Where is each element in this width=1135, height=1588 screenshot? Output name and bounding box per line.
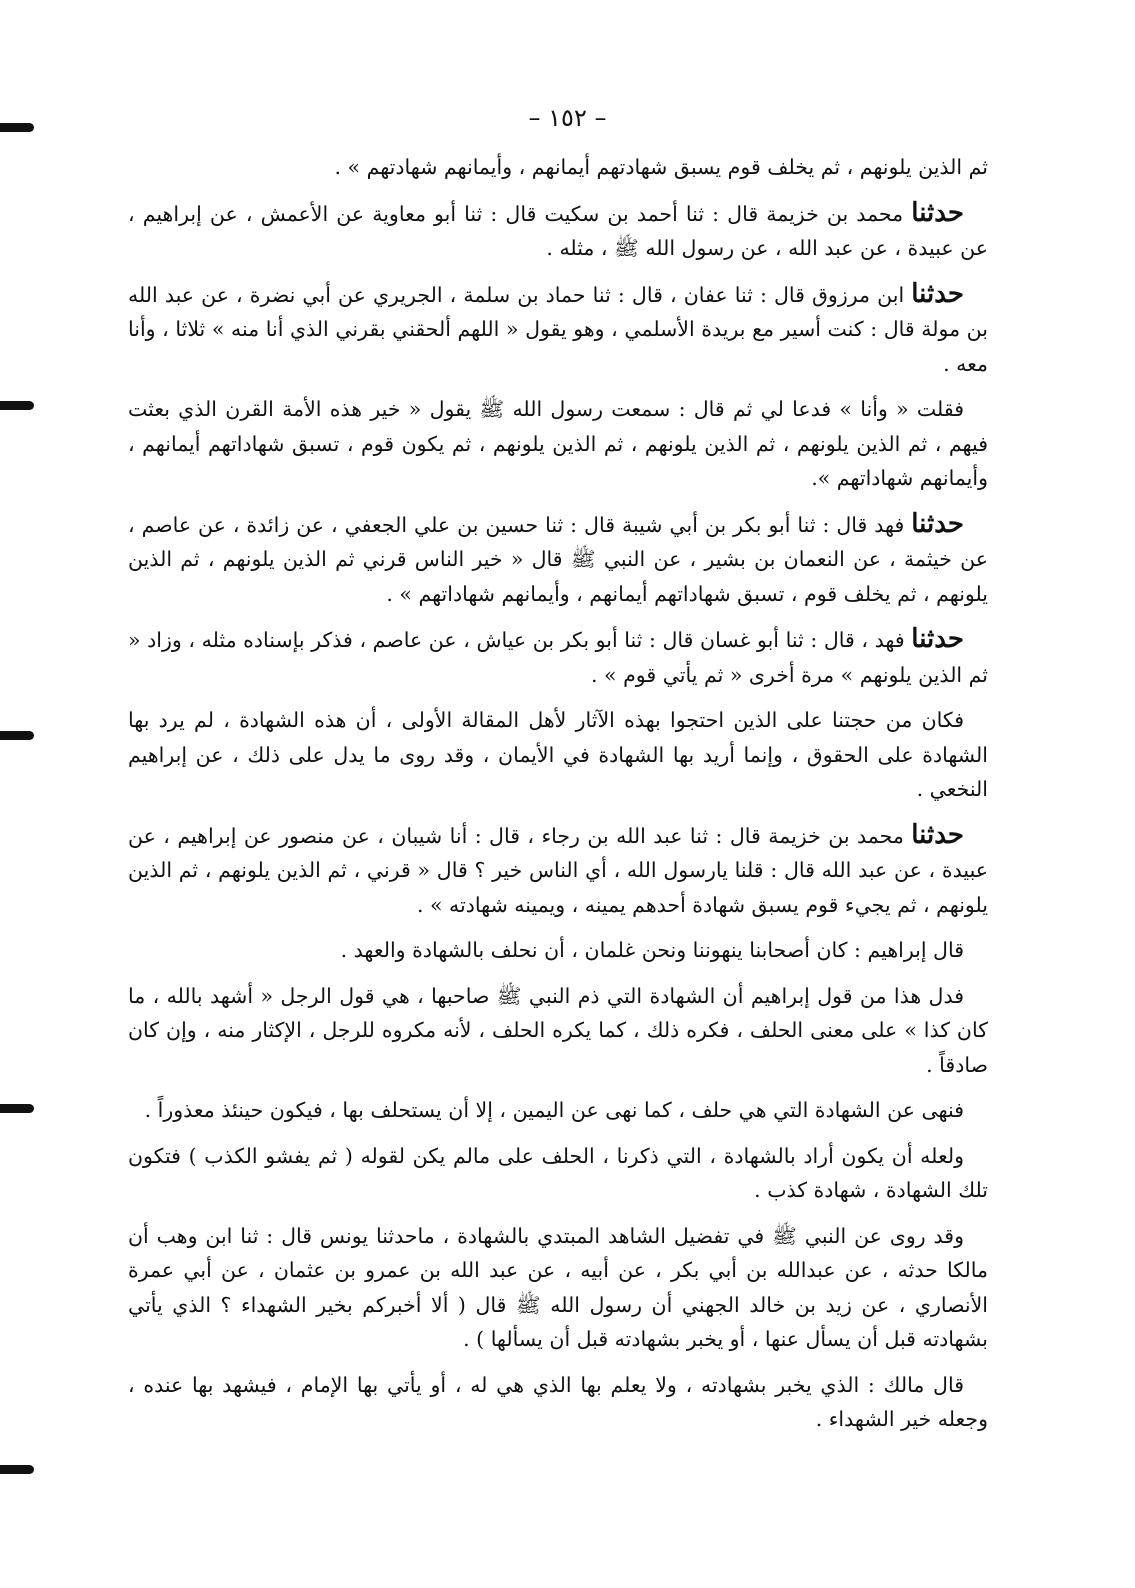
- hadith-lead-word: حدثنا: [911, 197, 964, 228]
- paragraph: [128, 196, 988, 266]
- paragraph-text: فهد ، قال : ثنا أبو غسان قال : ثنا أبو بكر بن عياش ، عن عاصم ، فذكر بإسناده مثله ، وزاد « ثم الذين يلونهم » مرة أخرى « ثم يأتي قوم » .: [128, 628, 988, 687]
- paragraph-text: فقلت « وأنا » فدعا لي ثم قال : سمعت رسول الله ﷺ يقول « خير هذه الأمة القرن الذي بعثت فيهم ، ثم الذين يلونهم ، ثم الذين يلونهم ، ثم الذين يلونهم ، ثم يكون قوم ، تسبق شهاداتهم أيمانهم ، وأيمانهم شهاداتهم ».: [128, 397, 988, 490]
- paragraph-text: فدل هذا من قول إبراهيم أن الشهادة التي ذم النبي ﷺ صاحبها ، هي قول الرجل « أشهد بالله ، ما كان كذا » على معنى الحلف ، فكره ذلك ، كما يكره الحلف ، لأنه مكروه للرجل ، الإكثار منه ، وإن كان صادقاً .: [128, 983, 988, 1077]
- paragraph: [128, 507, 988, 612]
- paragraph-text: قال مالك : الذي يخبر بشهادته ، ولا يعلم بها الذي هي له ، أو يأتي بها الإمام ، فيشهد بها عنده ، وجعله خير الشهداء .: [128, 1372, 988, 1431]
- binding-mark: [0, 1465, 34, 1474]
- paragraph: [128, 933, 988, 968]
- paragraph: [128, 1368, 988, 1437]
- hadith-lead-word: حدثنا: [911, 819, 964, 850]
- paragraph: [128, 392, 988, 496]
- paragraph: [128, 818, 988, 923]
- hadith-lead-word: حدثنا: [911, 624, 964, 654]
- paragraph-text: فكان من حجتنا على الذين احتجوا بهذه الآثار لأهل المقالة الأولى ، أن هذه الشهادة ، لم يرد بها الشهادة على الحقوق ، وإنما أريد بها الشهادة في الأيمان ، وقد روى ما يدل على ذلك ، عن إبراهيم النخعي .: [128, 708, 988, 801]
- paragraph: [128, 703, 988, 807]
- binding-mark: [0, 1104, 34, 1113]
- paragraph-text: ولعله أن يكون أراد بالشهادة ، التي ذكرنا ، الحلف على مالم يكن لقوله ( ثم يفشو الكذب ) فتكون تلك الشهادة ، شهادة كذب .: [128, 1143, 988, 1202]
- paragraph: [128, 150, 988, 185]
- paragraph-text: قال إبراهيم : كان أصحابنا ينهوننا ونحن غلمان ، أن نحلف بالشهادة والعهد .: [340, 938, 964, 962]
- paragraph: [128, 1219, 988, 1357]
- paragraph: [128, 979, 988, 1083]
- body-text: [128, 150, 988, 1448]
- paragraph-text: ثم الذين يلونهم ، ثم يخلف قوم يسبق شهادتهم أيمانهم ، وأيمانهم شهادتهم » .: [334, 155, 988, 179]
- paragraph: [128, 622, 988, 692]
- paragraph-text: فنهى عن الشهادة التي هي حلف ، كما نهى عن اليمين ، إلا أن يستحلف بها ، فيكون حينئذ معذوراً .: [144, 1098, 964, 1122]
- binding-mark: [0, 401, 34, 410]
- page-number: – ١٥٢ –: [528, 104, 607, 132]
- paragraph-text: فهد قال : ثنا أبو بكر بن أبي شيبة قال : ثنا حسين بن علي الجعفي ، عن زائدة ، عن عاصم ، عن خيثمة ، عن النعمان بن بشير ، عن النبي ﷺ قال « خير الناس قرني ثم الذين يلونهم ، ثم الذين يلونهم ، ثم يخلف قوم ، تسبق شهاداتهم أيمانهم ، وأيمانهم شهاداتهم » .: [128, 512, 988, 606]
- hadith-lead-word: حدثنا: [911, 278, 964, 309]
- paragraph-text: وقد روى عن النبي ﷺ في تفضيل الشاهد المبتدي بالشهادة ، ماحدثنا يونس قال : ثنا ابن وهب أن مالكا حدثه ، عن عبدالله بن أبي بكر ، عن أبيه ، عن عبد الله بن عمرو بن عثمان ، عن أبي عمرة الأنصاري ، عن زيد بن خالد الجهني أن رسول الله ﷺ قال ( ألا أخبركم بخير الشهداء ؟ الذي يأتي بشهادته قبل أن يسأل عنها ، أو يخبر بشهادته قبل أن يسألها ) .: [128, 1223, 988, 1351]
- binding-mark: [0, 731, 34, 740]
- paragraph: [128, 277, 988, 382]
- paragraph: [128, 1093, 988, 1128]
- paragraph: [128, 1139, 988, 1208]
- paragraph-text: محمد بن خزيمة قال : ثنا أحمد بن سكيت قال : ثنا أبو معاوية عن الأعمش ، عن إبراهيم ، عن عبيدة ، عن عبد الله ، عن رسول الله ﷺ ، مثله .: [128, 201, 988, 260]
- paragraph-text: ابن مرزوق قال : ثنا عفان ، قال : ثنا حماد بن سلمة ، الجريري عن أبي نضرة ، عن عبد الله بن مولة قال : كنت أسير مع بريدة الأسلمي ، وهو يقول « اللهم ألحقني بقرني الذي أنا منه » ثلاثا ، وأنا معه .: [128, 282, 988, 376]
- paragraph-text: محمد بن خزيمة قال : ثنا عبد الله بن رجاء ، قال : أنا شيبان ، عن منصور عن إبراهيم ، عن عبيدة ، عن عبد الله قال : قلنا يارسول الله ، أي الناس خير ؟ قال « قرني ، ثم الذين يلونهم ، ثم الذين يلونهم ، ثم يجيء قوم يسبق شهادة أحدهم يمينه ، ويمينه شهادته » .: [128, 823, 988, 917]
- hadith-lead-word: حدثنا: [911, 508, 964, 539]
